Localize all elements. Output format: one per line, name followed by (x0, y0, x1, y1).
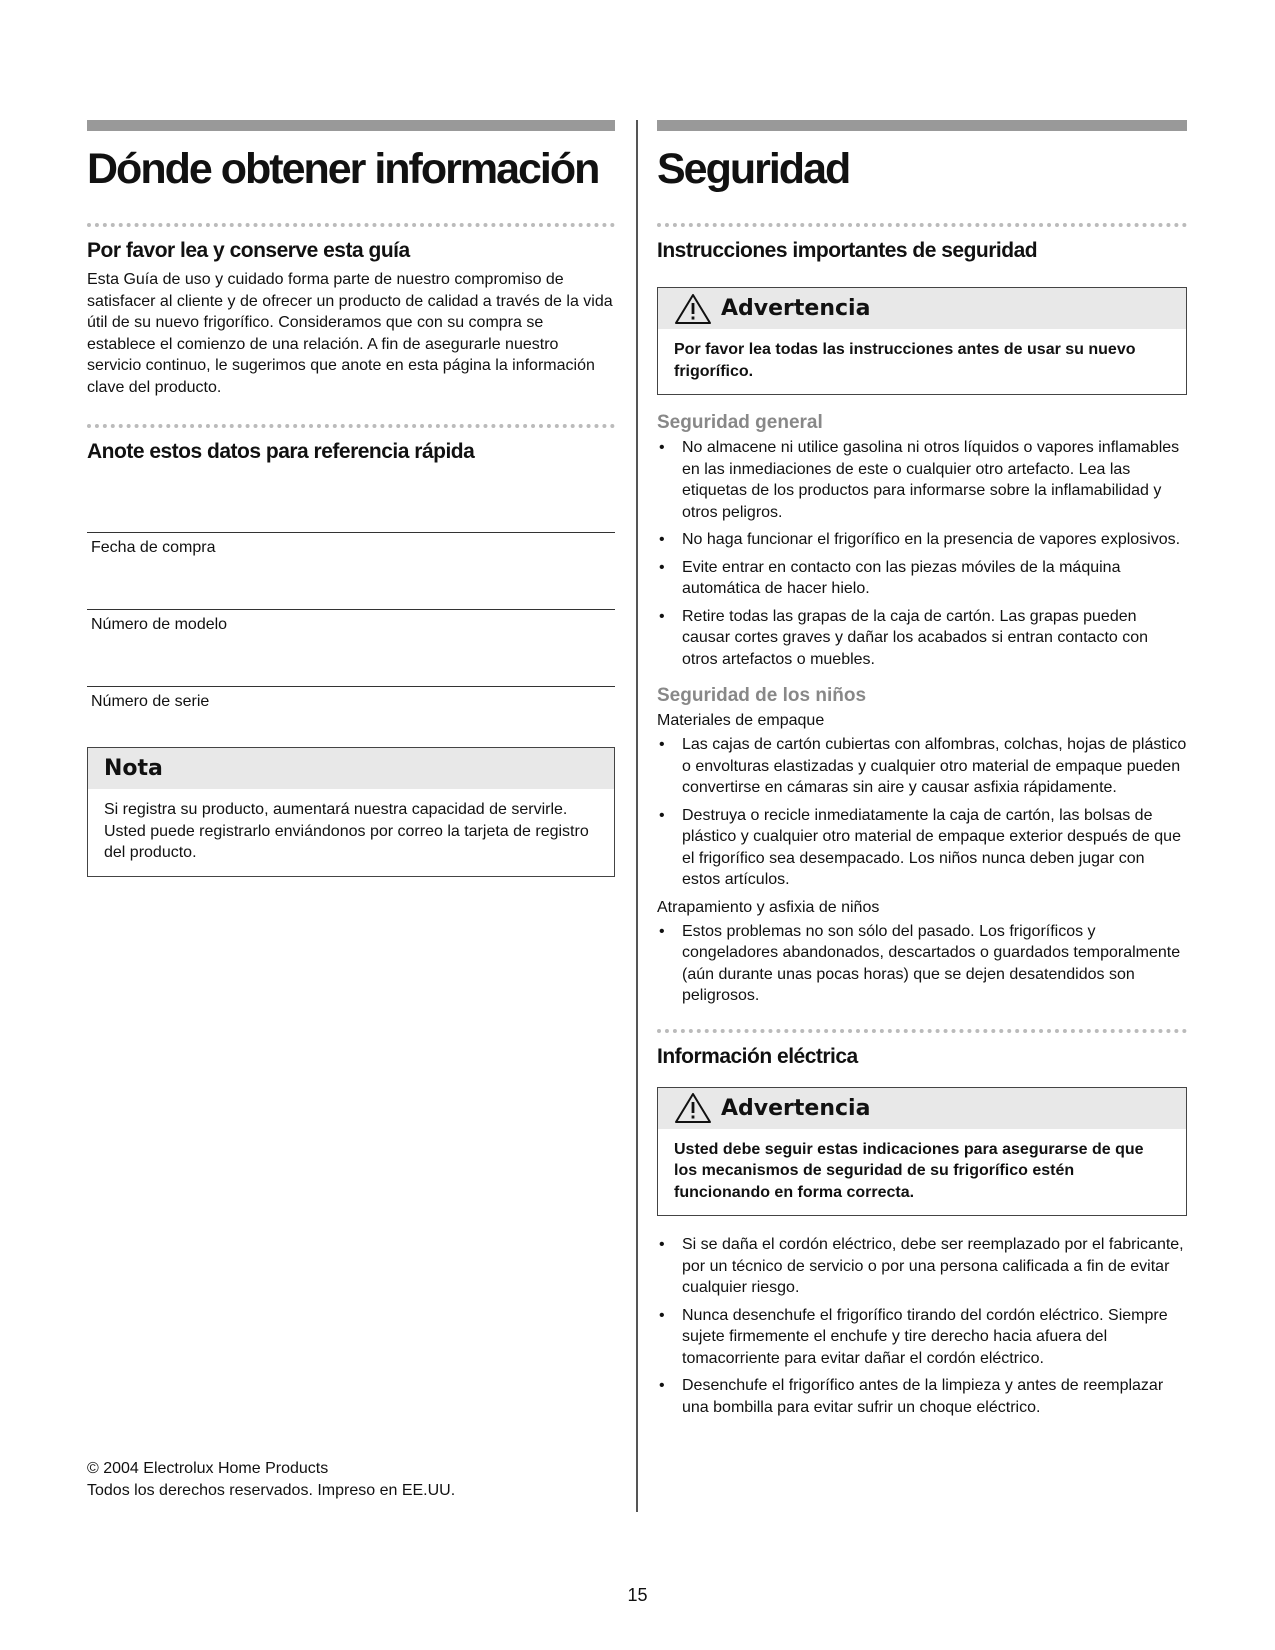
list-item: • Destruya o recicle inmediatamente la caja de cartón, las bolsas de plástico y cualquier otro material de empaque exterior después de que el frigorífico sea desempacado. Los niños nunca deben jugar con estos artículos. (659, 806, 1181, 888)
subheading-entrapment: Atrapamiento y asfixia de niños (657, 898, 880, 916)
list-item: • No almacene ni utilice gasolina ni otros líquidos o vapores inflamables en las inmediaciones de este o cualquier otro artefacto. Lea las etiquetas de los productos para informarse sobre la inflamabilidad y otros peligros. (659, 439, 1180, 521)
copyright-line-2: Todos los derechos reservados. Impreso en EE.UU. (87, 1482, 456, 1499)
left-column (87, 120, 615, 877)
warning-body: Usted debe seguir estas indicaciones para asegurarse de que los mecanismos de seguridad de su frigorífico estén funcionando en forma correcta. (674, 1140, 1144, 1201)
warning-header (658, 1088, 1186, 1129)
warning-box-electrical (657, 1087, 1187, 1217)
dotted-divider (657, 1029, 1187, 1039)
list-item: • No haga funcionar el frigorífico en la presencia de vapores explosivos. (659, 531, 1181, 548)
warning-triangle-icon (674, 293, 712, 325)
right-page-title: Seguridad (657, 145, 850, 193)
dotted-divider (87, 424, 615, 434)
field-label: Número de serie (91, 693, 210, 710)
entrapment-list (657, 921, 1187, 1007)
field-purchase-date[interactable] (87, 484, 615, 561)
list-item: • Retire todas las grapas de la caja de cartón. Las grapas pueden causar cortes graves y dañar los acabados si entran contacto con otros artefactos o muebles. (659, 607, 1149, 668)
right-column (657, 120, 1187, 1424)
note-header (88, 748, 614, 789)
column-divider (636, 120, 638, 1512)
right-top-bar (657, 120, 1187, 131)
dotted-divider (87, 223, 615, 233)
section-heading-reference: Anote estos datos para referencia rápida (87, 440, 475, 463)
left-top-bar (87, 120, 615, 131)
warning-body: Por favor lea todas las instrucciones antes de usar su nuevo frigorífico. (674, 341, 1136, 380)
warning-title: Advertencia (721, 296, 871, 321)
copyright-line-1: © 2004 Electrolux Home Products (87, 1460, 329, 1477)
note-body: Si registra su producto, aumentará nuestra capacidad de servirle. Usted puede registrarlo enviándonos por correo la tarjeta de registro del producto. (104, 801, 589, 861)
subheading-child-safety: Seguridad de los niños (657, 685, 867, 706)
warning-triangle-icon (674, 1092, 712, 1124)
section-heading-safety: Instrucciones importantes de seguridad (657, 239, 1038, 262)
dotted-divider (657, 223, 1187, 233)
list-item: • Estos problemas no son sólo del pasado. Los frigoríficos y congeladores abandonados, descartados o guardados temporalmente (aún durante unas pocas horas) que se dejen desatendidos son peligrosos. (659, 922, 1181, 1004)
electrical-list (657, 1234, 1187, 1418)
section-heading-guide: Por favor lea y conserve esta guía (87, 239, 410, 262)
list-item: • Si se daña el cordón eléctrico, debe ser reemplazado por el fabricante, por un técnico de servicio o por una persona calificada a fin de evitar cualquier riesgo. (659, 1236, 1184, 1296)
subheading-general-safety: Seguridad general (657, 412, 823, 433)
field-line (87, 609, 615, 610)
list-item: • Las cajas de cartón cubiertas con alfombras, colchas, hojas de plástico o envolturas elastizadas y cualquier otro material de empaque pueden convertirse en cámaras sin aire y causar asfixia rápidamente. (659, 736, 1187, 796)
page-number: 15 (627, 1585, 648, 1605)
field-line (87, 686, 615, 687)
field-model-number[interactable] (87, 561, 615, 638)
guide-body: Esta Guía de uso y cuidado forma parte de nuestro compromiso de satisfacer al cliente y de ofrecer un producto de calidad a través de la vida útil de su nuevo frigorífico. Consideramos que con su compra se establece el comienzo de una relación. A fin de asegurarle nuestro servicio continuo, le sugerimos que anote en esta página la información clave del producto. (87, 271, 613, 396)
list-item: • Evite entrar en contacto con las piezas móviles de la máquina automática de hacer hielo. (659, 558, 1121, 597)
warning-title: Advertencia (721, 1095, 871, 1121)
field-serial-number[interactable] (87, 638, 615, 715)
subheading-packing-materials: Materiales de empaque (657, 712, 825, 729)
warning-header (658, 288, 1186, 329)
packing-materials-list (657, 734, 1187, 891)
list-item: • Nunca desenchufe el frigorífico tirando del cordón eléctrico. Siempre sujete firmemente el enchufe y tire derecho hacia afuera del tomacorriente para evitar dañar el cordón eléctrico. (659, 1306, 1168, 1367)
field-line (87, 532, 615, 533)
general-safety-list (657, 437, 1187, 670)
note-box (87, 747, 615, 877)
warning-box-instructions (657, 287, 1187, 395)
list-item: • Desenchufe el frigorífico antes de la limpieza y antes de reemplazar una bombilla para evitar sufrir un choque eléctrico. (659, 1377, 1164, 1416)
note-title: Nota (104, 756, 163, 781)
copyright (87, 1458, 455, 1502)
field-label: Número de modelo (91, 616, 228, 633)
field-label: Fecha de compra (91, 539, 216, 556)
section-heading-electrical: Información eléctrica (657, 1044, 858, 1068)
left-page-title: Dónde obtener información (87, 145, 599, 193)
